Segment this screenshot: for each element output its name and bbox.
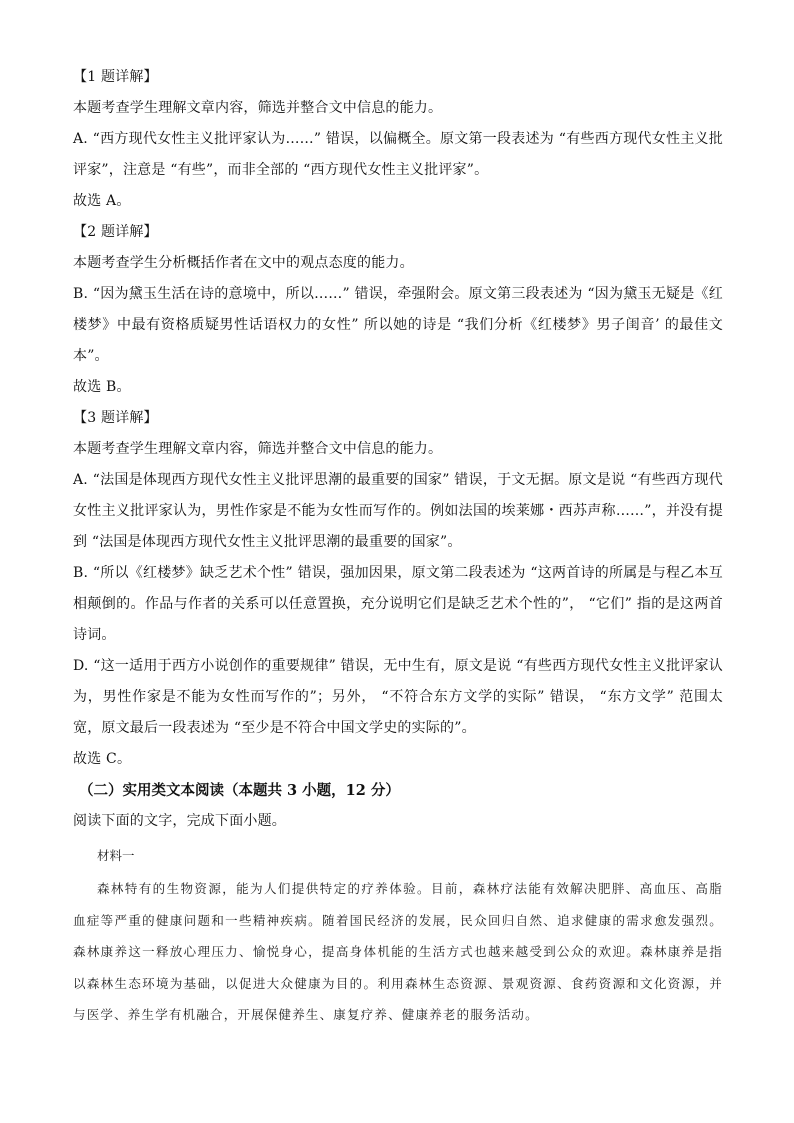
q3-analysis-d: D. “这一适用于西方小说创作的重要规律” 错误，无中生有，原文是说 “有些西方现代女性主义批评家认为，男性作家是不能为女性而写作的”；另外， “不符合东方文学的实际” 错误， “东方文学” 范围太宽，原文最后一段表述为 “至少是不符合中国文学史的实际的”。	[73, 658, 723, 736]
q3-analysis-a: A. “法国是体现西方现代女性主义批评思潮的最重要的国家” 错误，于文无据。原文是说 “有些西方现代女性主义批评家认为，男性作家是不能为女性而写作的。例如法国的埃莱娜・西苏声称……”，并没有提到 “法国是体现西方现代女性主义批评思潮的最重要的国家”。	[73, 472, 723, 550]
q2-intro: 本题考查学生分析概括作者在文中的观点态度的能力。	[73, 255, 414, 271]
material-block	[73, 841, 723, 1031]
q1-answer: 故选 A。	[73, 193, 131, 209]
q3-analysis-b: B. “所以《红楼梦》缺乏艺术个性” 错误，强加因果，原文第二段表述为 “这两首诗的所属是与程乙本互相颠倒的。作品与作者的关系可以任意置换，充分说明它们是缺乏艺术个性的”， “它们” 指的是这两首诗词。	[73, 565, 723, 643]
section2-instruction: 阅读下面的文字，完成下面小题。	[73, 813, 286, 829]
q1-intro: 本题考查学生理解文章内容，筛选并整合文中信息的能力。	[73, 100, 443, 116]
material-title: 材料一	[97, 848, 135, 863]
q3-answer: 故选 C。	[73, 751, 132, 767]
q1-heading: 【1 题详解】	[73, 69, 158, 85]
q3-heading: 【3 题详解】	[73, 410, 158, 426]
q2-heading: 【2 题详解】	[73, 224, 158, 240]
q2-analysis: B. “因为黛玉生活在诗的意境中，所以……” 错误，牵强附会。原文第三段表述为 “因为黛玉无疑是《红楼梦》中最有资格质疑男性话语权力的女性” 所以她的诗是 “我们分析《红楼梦》男子闺音’ 的最佳文本”。	[73, 286, 723, 364]
material-paragraph: 森林特有的生物资源，能为人们提供特定的疗养体验。目前，森林疗法能有效解决肥胖、高血压、高脂血症等严重的健康问题和一些精神疾病。随着国民经济的发展，民众回归自然、追求健康的需求愈发强烈。森林康养这一释放心理压力、愉悦身心，提高身体机能的生活方式也越来越受到公众的欢迎。森林康养是指以森林生态环境为基础，以促进大众健康为目的。利用森林生态资源、景观资源、食药资源和文化资源，并与医学、养生学有机融合，开展保健养生、康复疗养、健康养老的服务活动。	[73, 881, 723, 1022]
q3-intro: 本题考查学生理解文章内容，筛选并整合文中信息的能力。	[73, 441, 443, 457]
section2-heading: （二）实用类文本阅读（本题共 3 小题，12 分）	[79, 782, 400, 799]
document-page	[73, 62, 723, 1031]
q2-answer: 故选 B。	[73, 379, 131, 395]
q1-analysis: A. “西方现代女性主义批评家认为……” 错误，以偏概全。原文第一段表述为 “有些西方现代女性主义批评家”，注意是 “有些”，而非全部的 “西方现代女性主义批评家”。	[73, 131, 723, 178]
